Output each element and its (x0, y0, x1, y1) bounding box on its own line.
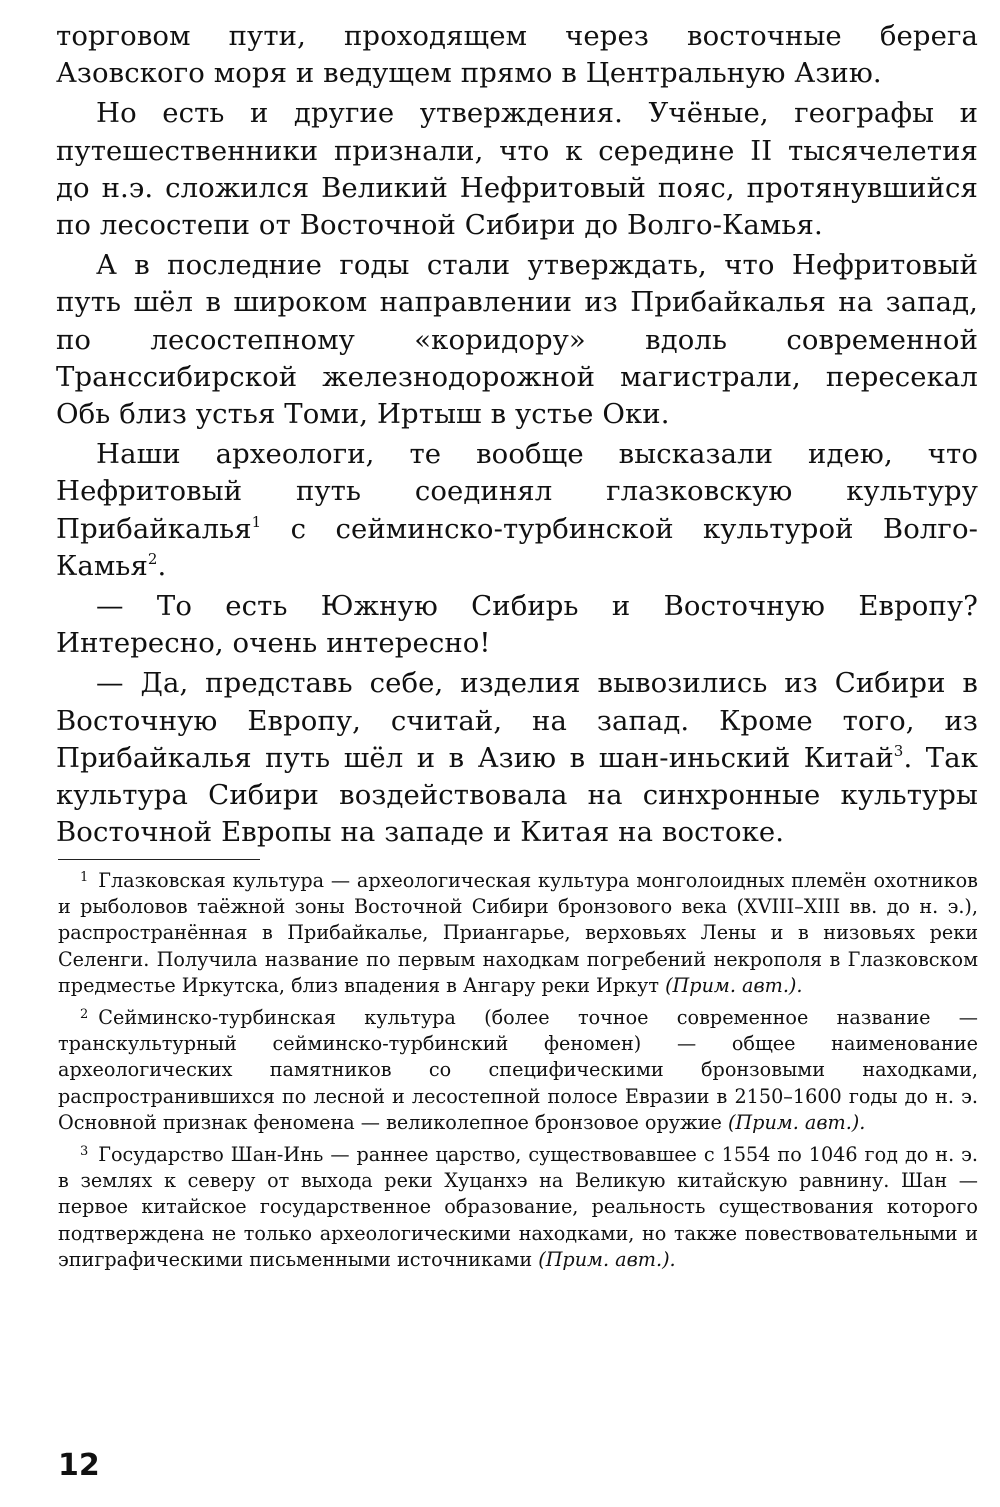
paragraph: Но есть и другие утверждения. Учёные, географы и путешественники признали, что к середине II тысячелетия до н.э. сложился Великий Нефритовый пояс, протянувшийся по лесостепи от Восточной Сибири до Волго-Камья. (56, 97, 978, 242)
dialogue-line: — То есть Южную Сибирь и Восточную Европу? Интересно, очень интересно! (56, 590, 978, 660)
footnote-text: Государство Шан-Инь — раннее царство, существовавшее с 1554 по 1046 год до н. э. в землях к северу от выхода реки Хуцанхэ на Великую китайскую равнину. Шан — первое китайское государственное образование, реальность существования которого подтверждена не только археологическими находками, но также повествовательными и эпиграфическими письменными источниками (58, 1143, 978, 1271)
author-note: (Прим. авт.). (727, 1110, 866, 1134)
footnote-1 (58, 868, 978, 999)
paragraph-text: — Да, представь себе, изделия вывозились из Сибири в Восточную Европу, считай, на запад. Кроме того, из Прибайкалья путь шёл и в Азию в шан-иньский Китай (56, 667, 978, 774)
footnote-number: 1 (80, 870, 89, 885)
paragraph-continued: торговом пути, проходящем через восточные берега Азовского моря и ведущем прямо в Центральную Азию. (56, 20, 978, 90)
footnote-ref-1: 1 (251, 512, 262, 531)
footnote-text: Сейминско-турбинская культура (более точное современное название — транскультурный сейминско-турбинский феномен) — общее наименование археологических памятников со специфическими бронзовыми находками, распространившихся по лесной и лесостепной полосе Евразии в 2150–1600 годы до н. э. Основной признак феномена — великолепное бронзовое оружие (58, 1006, 978, 1134)
author-note: (Прим. авт.). (665, 973, 803, 997)
footnote-3 (58, 1142, 978, 1273)
paragraph: А в последние годы стали утверждать, что Нефритовый путь шёл в широком направлении из Прибайкалья на запад, по лесостепному «коридору» вдоль современной Транссибирской железнодорожной магистрали, пересекал Обь близ устья Томи, Иртыш в устье Оки. (56, 249, 978, 431)
footnote-ref-3: 3 (893, 741, 904, 760)
paragraph-text: . Так культура Сибири воздействовала на синхронные культуры Восточной Европы на западе и Китая на востоке. (56, 741, 978, 849)
footnote-ref-2: 2 (147, 549, 158, 568)
page-number: 12 (58, 1448, 100, 1483)
footnote-number: 3 (80, 1144, 89, 1160)
footnote-2 (58, 1005, 978, 1136)
footnotes (58, 868, 978, 1273)
paragraph-text: с сейминско-турбинской культурой Волго-Камья (56, 512, 978, 582)
footnote-number: 2 (80, 1007, 89, 1023)
paragraph-text: . (157, 549, 167, 582)
footnote-text: Глазковская культура — археологическая культура монголоидных племён охотников и рыболовов таёжной зоны Восточной Сибири бронзового века (XVIII–XIII вв. до н. э.), распространённая в Прибайкалье, Приангарье, верховьях Лены и в низовьях реки Селенги. Получила название по первым находкам погребений некрополя в Глазковском предместье Иркутска, близ впадения в Ангару реки Иркут (58, 869, 978, 997)
dialogue-line (56, 665, 978, 851)
paragraph (56, 436, 978, 585)
author-note: (Прим. авт.). (538, 1247, 676, 1271)
paragraph-text: Наши археологи, те вообще высказали идею, что Нефритовый путь соединял глазковскую культуру Прибайкалья (56, 438, 978, 545)
footnote-divider (58, 859, 260, 860)
main-text (56, 18, 978, 851)
